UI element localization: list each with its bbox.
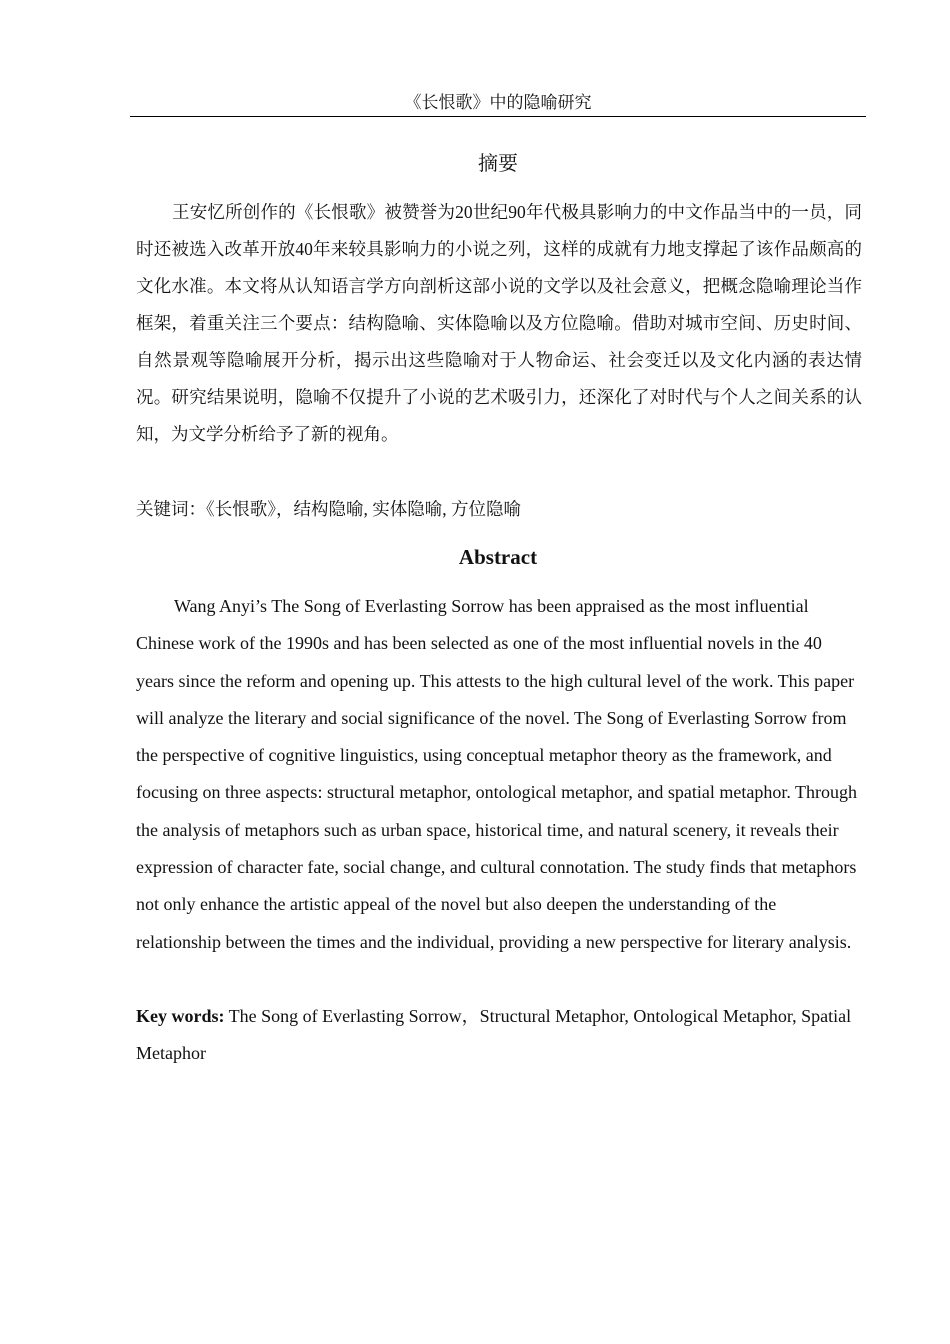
chinese-keywords-value: 《长恨歌》，结构隐喻, 实体隐喻, 方位隐喻 [206,499,521,519]
chinese-abstract-title: 摘要 [478,151,518,175]
chinese-keywords [136,492,862,527]
chinese-keywords-label: 关键词： [136,500,206,520]
chinese-abstract-body: 王安忆所创作的《长恨歌》被赞誉为20世纪90年代极具影响力的中文作品当中的一员，同时还被选入改革开放40年来较具影响力的小说之列，这样的成就有力地支撑起了该作品颇高的文化水准。本文将从认知语言学方向剖析这部小说的文学以及社会意义，把概念隐喻理论当作框架，着重关注三个要点：结构隐喻、实体隐喻以及方位隐喻。借助对城市空间、历史时间、自然景观等隐喻展开分析，揭示出这些隐喻对于人物命运、社会变迁以及文化内涵的表达情况。研究结果说明，隐喻不仅提升了小说的艺术吸引力，还深化了对时代与个人之间关系的认知，为文学分析给予了新的视角。 [136,202,862,444]
english-keywords [136,998,862,1073]
english-abstract-body: Wang Anyi’s The Song of Everlasting Sorrow has been appraised as the most influential Chinese work of the 1990s and has been selected as one of the most influential novels in the 40 years since the reform and opening up. This attests to the high cultural level of the work. This paper will analyze the literary and social significance of the novel. The Song of Everlasting Sorrow from the perspective of cognitive linguistics, using conceptual metaphor theory as the framework, and focusing on three aspects: structural metaphor, ontological metaphor, and spatial metaphor. Through the analysis of metaphors such as urban space, historical time, and natural scenery, it reveals their expression of character fate, social change, and cultural connotation. The study finds that metaphors not only enhance the artistic appeal of the novel but also deepen the understanding of the relationship between the times and the individual, providing a new perspective for literary analysis. [136,596,858,952]
english-keywords-label: Key words: [136,1006,225,1026]
running-header: 《长恨歌》中的隐喻研究 [130,90,866,117]
english-abstract-title: Abstract [458,545,538,569]
english-keywords-value: The Song of Everlasting Sorrow，Structural Metaphor, Ontological Metaphor, Spatial Metaphor [136,1006,852,1064]
